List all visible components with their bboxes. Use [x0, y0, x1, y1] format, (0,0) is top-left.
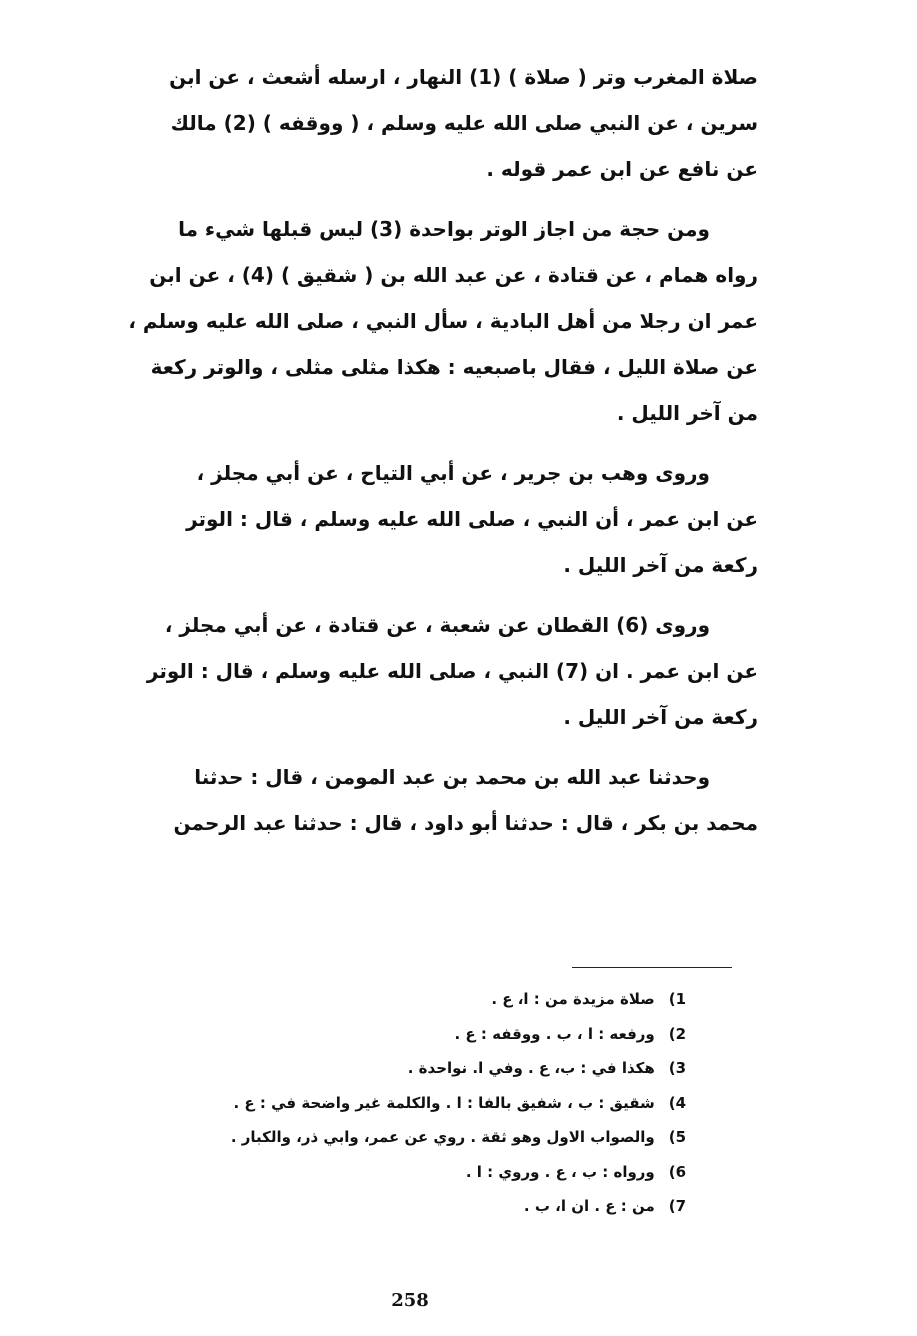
footnote-number: 7) [668, 1197, 686, 1215]
footnote-number: 3) [668, 1059, 686, 1077]
text-line: رواه همام ، عن قتادة ، عن عبد الله بن ( شقيق ) (4) ، عن ابن [149, 263, 758, 287]
footnote [80, 1017, 686, 1052]
paragraph [100, 754, 758, 846]
text-line: عن صلاة الليل ، فقال باصبعيه : هكذا مثلى مثلى ، والوتر ركعة [150, 355, 758, 379]
footnote-text: هكذا في : ب، ع . وفي ا. نواحدة . [407, 1059, 655, 1077]
text-line: وروى وهب بن جرير ، عن أبي التياح ، عن أبي مجلز ، [196, 461, 710, 485]
paragraph [100, 602, 758, 740]
paragraph [100, 206, 758, 436]
footnote [80, 1051, 686, 1086]
footnote-text: ورفعه : ا ، ب . ووقفه : ع . [454, 1024, 655, 1043]
text-line: عن نافع عن ابن عمر قوله . [486, 157, 758, 181]
footnotes [80, 982, 686, 1224]
footnote [80, 982, 686, 1017]
footnote-number: 6) [668, 1162, 686, 1181]
footnote [80, 1155, 686, 1190]
text-line: سرين ، عن النبي صلى الله عليه وسلم ، ( ووقفه ) (2) مالك [170, 111, 758, 135]
footnote-number: 4) [668, 1093, 686, 1112]
text-line: ركعة من آخر الليل . [563, 553, 758, 577]
footnote-separator [572, 967, 732, 968]
footnote-number: 5) [668, 1128, 686, 1146]
text-line: عمر ان رجلا من أهل البادية ، سأل النبي ، صلى الله عليه وسلم ، [128, 309, 758, 333]
footnote-text: والصواب الاول وهو ثقة . روي عن عمر، وابي ذر، والكبار . [230, 1128, 655, 1146]
paragraph [100, 54, 758, 192]
footnote-number: 1) [668, 990, 686, 1008]
footnote [80, 1120, 686, 1155]
text-line: وحدثنا عبد الله بن محمد بن عبد المومن ، قال : حدثنا [194, 765, 710, 789]
text-line: محمد بن بكر ، قال : حدثنا أبو داود ، قال : حدثنا عبد الرحمن [173, 811, 758, 835]
text-line: من آخر الليل . [616, 401, 758, 425]
footnote-text: شقيق : ب ، شفيق بالفا : ا . والكلمة غير واضحة في : ع . [233, 1093, 655, 1112]
footnote [80, 1189, 686, 1224]
footnote-text: من : ع . ان ا، ب . [523, 1197, 655, 1215]
footnote-text: ورواه : ب ، ع . وروي : ا . [465, 1162, 655, 1181]
footnote-number: 2) [668, 1024, 686, 1043]
text-line: عن ابن عمر ، أن النبي ، صلى الله عليه وسلم ، قال : الوتر [186, 507, 758, 531]
text-line: صلاة المغرب وتر ( صلاة ) (1) النهار ، ارسله أشعث ، عن ابن [169, 65, 758, 89]
paragraph [100, 450, 758, 588]
main-text [100, 54, 758, 860]
text-line: ركعة من آخر الليل . [563, 705, 758, 729]
footnote-text: صلاة مزيدة من : ا، ع . [491, 990, 655, 1008]
text-line: ومن حجة من اجاز الوتر بواحدة (3) ليس قبلها شيء ما [178, 217, 710, 241]
text-line: وروى (6) القطان عن شعبة ، عن قتادة ، عن أبي مجلز ، [164, 613, 710, 637]
text-line: عن ابن عمر . ان (7) النبي ، صلى الله عليه وسلم ، قال : الوتر [146, 659, 758, 683]
page-number: 258 [391, 1290, 429, 1311]
footnote [80, 1086, 686, 1121]
